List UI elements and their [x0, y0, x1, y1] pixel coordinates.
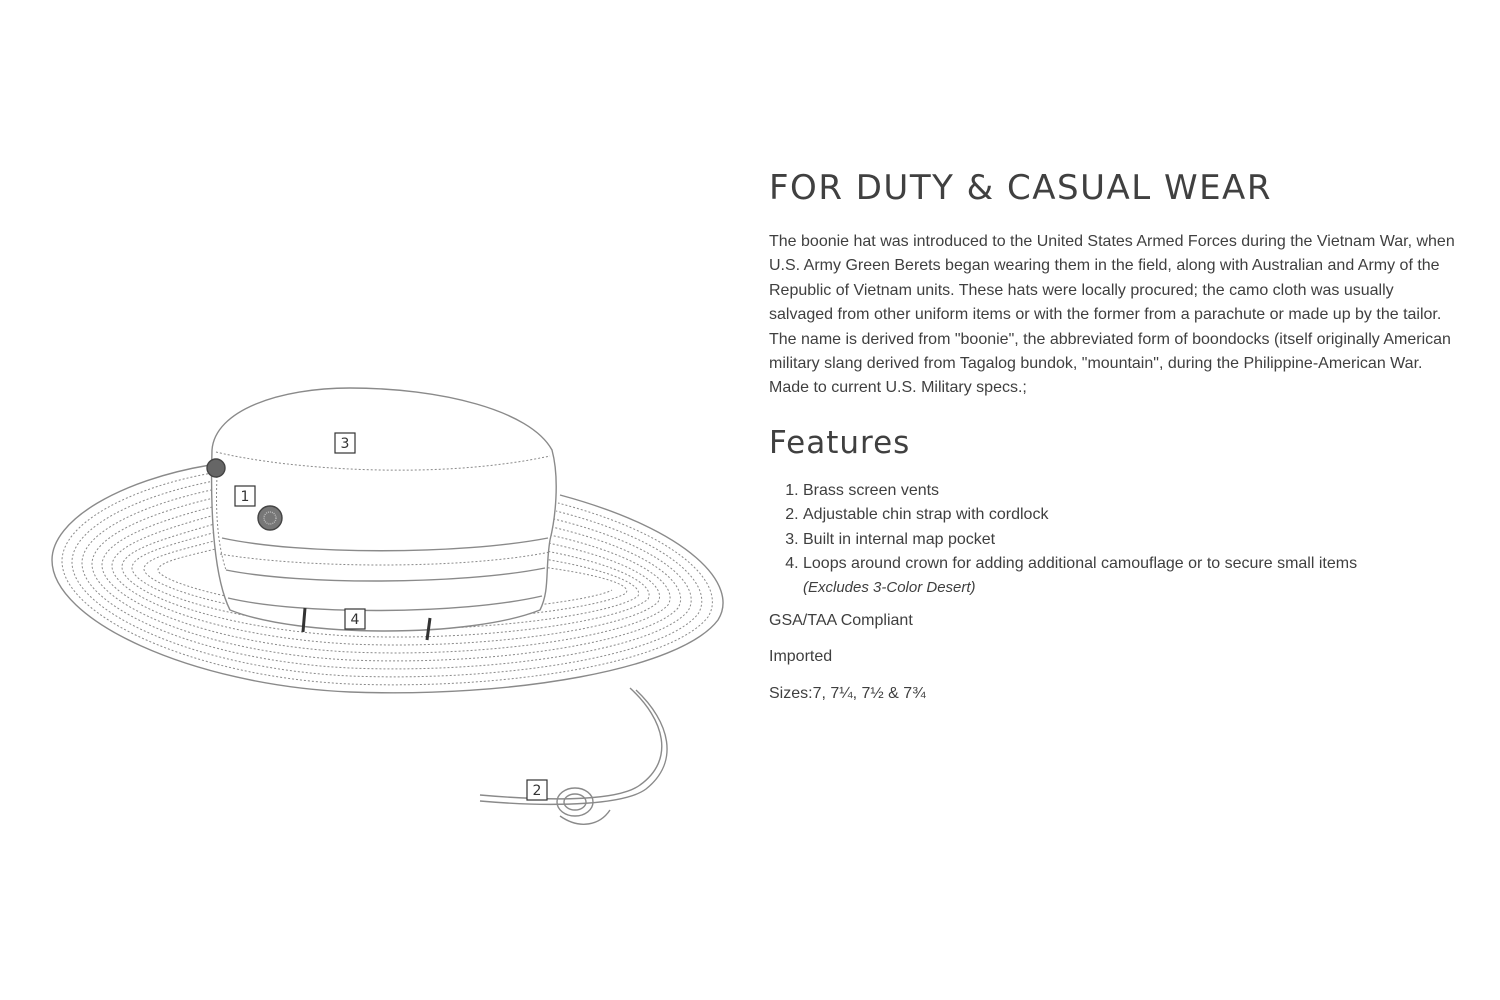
svg-text:2: 2 — [532, 783, 542, 799]
product-description — [769, 166, 1469, 718]
feature-item — [803, 479, 1469, 503]
section-title: FOR DUTY & CASUAL WEAR — [769, 168, 1272, 208]
feature-label: Brass screen vents — [803, 481, 940, 499]
feature-item — [803, 528, 1469, 552]
feature-item — [803, 503, 1469, 527]
svg-text:1: 1 — [240, 489, 250, 505]
boonie-hat-illustration-icon — [40, 370, 740, 840]
feature-label: Loops around crown for adding additional camouflage or to secure small items — [803, 555, 1358, 573]
svg-text:4: 4 — [350, 612, 360, 628]
feature-item — [803, 552, 1469, 601]
svg-text:3: 3 — [340, 436, 350, 452]
feature-label: Built in internal map pocket — [803, 530, 996, 548]
sizes-text: Sizes:7, 7¼, 7½ & 7¾ — [769, 684, 926, 702]
compliance-text: GSA/TAA Compliant — [769, 611, 913, 629]
feature-note: (Excludes 3-Color Desert) — [803, 579, 976, 597]
features-title: Features — [769, 424, 911, 461]
features-list — [769, 479, 1469, 601]
origin-text: Imported — [769, 648, 833, 666]
feature-label: Adjustable chin strap with cordlock — [803, 506, 1049, 524]
intro-paragraph: The boonie hat was introduced to the United States Armed Forces during the Vietnam War, when U.S. Army Green Berets began wearing them in the field, along with Australian and Army of the Republic of Vietnam units. These hats were locally procured; the camo cloth was usually salvaged from other uniform items or with the former from a parachute or made up by the tailor. The name is derived from "boonie", the abbreviated form of boondocks (itself originally American military slang derived from Tagalog bundok, "mountain", during the Philippine-American War. Made to current U.S. Military specs.; — [769, 233, 1455, 397]
